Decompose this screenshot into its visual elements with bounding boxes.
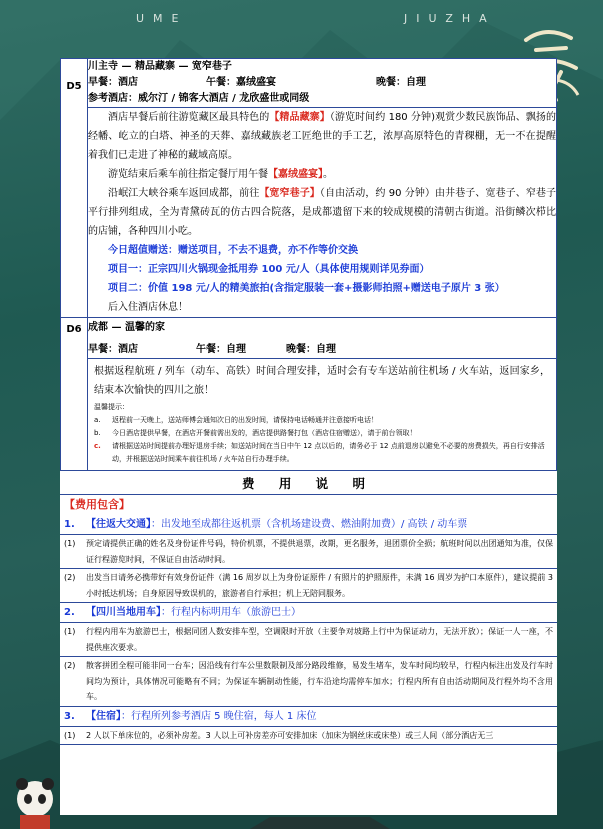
fee-2-note-1-num: (1): [64, 627, 76, 636]
tip-a-label: a.: [94, 416, 101, 424]
day5-route: 川主寺 — 精品藏寨 — 宽窄巷子: [88, 61, 232, 72]
day5-lunch: 午餐：嘉绒盛宴: [206, 77, 276, 88]
day5-gift-1: 项目一：正宗四川火锅现金抵用券 100 元/人（具体使用规则详见券面）: [108, 264, 430, 275]
fee-1-num: 1.: [64, 519, 75, 530]
fee-2-note-2-num: (2): [64, 661, 76, 670]
day5-body: [88, 108, 557, 318]
day6-tips: [88, 401, 556, 470]
fee-3-note-1-num: (1): [64, 730, 76, 740]
day6-header: [88, 318, 557, 359]
day5-paragraph-1: [88, 108, 556, 165]
day5-rest: 后入住酒店休息！: [108, 302, 188, 313]
fees-include-label: 【费用包含】: [64, 498, 130, 511]
day6-paragraph: 根据返程航班 / 列车（动车、高铁）时间合理安排，适时会有专车送站前往机场 / 火车站，返回家乡，结束本次愉快的四川之旅！: [94, 366, 550, 396]
day6-tip-a: [94, 414, 550, 427]
fee-1-note-1-text: 预定请提供正确的姓名及身份证件号码，特价机票，不提供退票，改期，更名服务，退团票价全损；航班时间以出团通知为准，仅保证行程游览时间，不保证自由活动时间。: [86, 539, 553, 564]
day5-gift-title: 今日超值赠送：赠送项目，不去不退费，亦不作等价交换: [108, 245, 358, 256]
itinerary-table: [60, 58, 557, 471]
fee-3-num: 3.: [64, 710, 75, 722]
day5-header-row: [61, 59, 557, 108]
fee-3-title: 【住宿】: [86, 710, 121, 722]
day5-dinner: 晚餐：自理: [376, 77, 426, 88]
fee-1-note-1-num: (1): [64, 539, 76, 548]
fee-3-note-1-text: 2 人以下单床位的，必须补房差。3 人以上可补房差亦可安排加床（加床为钢丝床或床垫）或三人间（部分酒店无三: [86, 730, 494, 740]
fee-1-note-1: [60, 535, 557, 569]
tip-b-label: b.: [94, 429, 101, 437]
day5-gift-2: 项目二：价值 198 元/人的精美旅拍(含指定服装一套+摄影师拍照+赠送电子原片 3 张）: [108, 283, 505, 294]
fee-item-3-heading: [60, 707, 557, 727]
tip-c-text: 请根据送站时间提前办理好退房手续；如送站时间在当日中午 12 点以后的，请务必于 12 点前退房以避免不必要的房费损失，再自行安排活动，并根据送站时间乘车前往机场 / 火车站自行办理手续。: [112, 442, 545, 463]
day5-paragraph-3: [88, 184, 556, 241]
day6-body-row: [61, 359, 557, 471]
day6-breakfast: 早餐：酒店: [88, 344, 138, 355]
day5-breakfast: 早餐：酒店: [88, 77, 138, 88]
day6-lunch: 午餐：自理: [196, 344, 246, 355]
day5-hotel: 参考酒店：威尔汀 / 锦客大酒店 / 龙欣盛世或同级: [88, 93, 310, 104]
day5-paragraph-2: [88, 165, 556, 184]
fee-2-note-2-text: 散客拼团全程可能非同一台车；因沿线有行车公里数限制及部分路段维修，易发生堵车，发车时间均较早，行程内标注出发及行车时间均为预计，具体情况可能略有不同；为保证车辆制动性能，行车沿途均需停车加水；行程内所有自由活动期间及行程外均不含用车。: [86, 661, 553, 701]
tip-a-text: 返程前一天晚上，送站师傅会通知次日的出发时间，请保持电话畅通并注意接听电话！: [112, 416, 378, 424]
fee-2-note-2: [60, 657, 557, 707]
fee-1-note-2-text: 出发当日请务必携带好有效身份证件（满 16 周岁以上为身份证原件 / 有照片的护照原件，未满 16 周岁为护口本原件），建议提前 3 小时抵达机场；自身原因导致误机的，旅游者自行承担；机上无陪同服务。: [86, 573, 553, 598]
day5-p2-text-b: 。: [323, 169, 333, 180]
day6-body: [88, 359, 557, 471]
fees-section-title: 费 用 说 明: [60, 471, 557, 495]
fee-item-1-heading: [60, 515, 557, 535]
day5-p3-text-a: 沿岷江大峡谷乘车返回成都，前往: [108, 188, 260, 199]
fee-2-num: 2.: [64, 607, 75, 618]
day6-tips-title: 温馨提示：: [94, 403, 129, 411]
day5-label: D5: [61, 59, 88, 318]
day6-tip-b: [94, 427, 550, 440]
day6-route: 成都 — 温馨的家: [88, 322, 165, 333]
day5-p1-text-a: 酒店早餐后前往游览藏区最具特色的: [108, 112, 270, 123]
fee-2-note-1-text: 行程内用车为旅游巴士，根据同团人数安排车型，空调限时开放（主要争对坡路上行中为保证动力，无法开放）；保证一人一座，不提供座次要求。: [86, 627, 553, 652]
day6-meals: [88, 342, 556, 358]
day5-body-row: [61, 108, 557, 318]
fee-1-title: 【往返大交通】: [86, 519, 151, 530]
fee-2-title-rest: ：行程内标明用车（旅游巴士）: [161, 607, 301, 618]
itinerary-document: [60, 58, 557, 815]
panda-mascot-illustration: [0, 769, 70, 829]
fee-3-note-1: [60, 727, 557, 746]
day5-p2-highlight: 【嘉绒盛宴】: [268, 169, 323, 180]
brand-text-left: UME: [136, 12, 188, 25]
day5-p2-text-a: 游览结束后乘车前往指定餐厅用午餐: [108, 169, 268, 180]
fee-1-note-2: [60, 569, 557, 603]
day6-label: D6: [61, 318, 88, 471]
day5-p3-highlight: 【宽窄巷子】: [259, 188, 320, 199]
day5-p1-text-b: （游览时间约 180 分钟)观赏少数民族饰品、飘扬的经幡、屹立的白塔、神圣的天葬、嘉绒藏族老工匠绝世的手工艺，浓厚高原特色的青稞棚，无一不在提醒着我们已走进了神秘的藏域高原。: [88, 112, 556, 161]
brand-text-right: JIUZHA: [404, 12, 496, 25]
fee-3-title-rest: ：行程所列参考酒店 5 晚住宿，每人 1 床位: [121, 710, 317, 722]
fee-2-title: 【四川当地用车】: [86, 607, 161, 618]
day5-p3-text-b: （自由活动，约 90 分钟）由井巷子、宽巷子、窄巷子平行排列组成，全为青黛砖瓦的仿古四合院落，是成都遗留下来的较成规模的清朝古街道。沿街鳞次栉比的店铺，各种四川小吃。: [88, 188, 557, 237]
tip-b-text: 今日酒店提供早餐，在酒店开餐前需出发的，酒店提供路餐打包（酒店住宿赠送），请于前台领取！: [112, 429, 417, 437]
fee-1-title-rest: ：出发地至成都往返机票（含机场建设费、燃油附加费）/ 高铁 / 动车票: [151, 519, 468, 530]
day5-p1-highlight: 【精品藏寨】: [269, 112, 330, 123]
fee-2-note-1: [60, 623, 557, 657]
day6-dinner: 晚餐：自理: [286, 344, 336, 355]
day6-tip-c: [94, 440, 550, 466]
tip-c-label: c.: [94, 442, 101, 450]
day6-header-row: [61, 318, 557, 359]
day5-header: [88, 59, 557, 108]
day5-meals: [88, 75, 556, 91]
fee-1-note-2-num: (2): [64, 573, 76, 582]
house-silhouette: [250, 811, 390, 829]
fee-item-2-heading: [60, 603, 557, 623]
